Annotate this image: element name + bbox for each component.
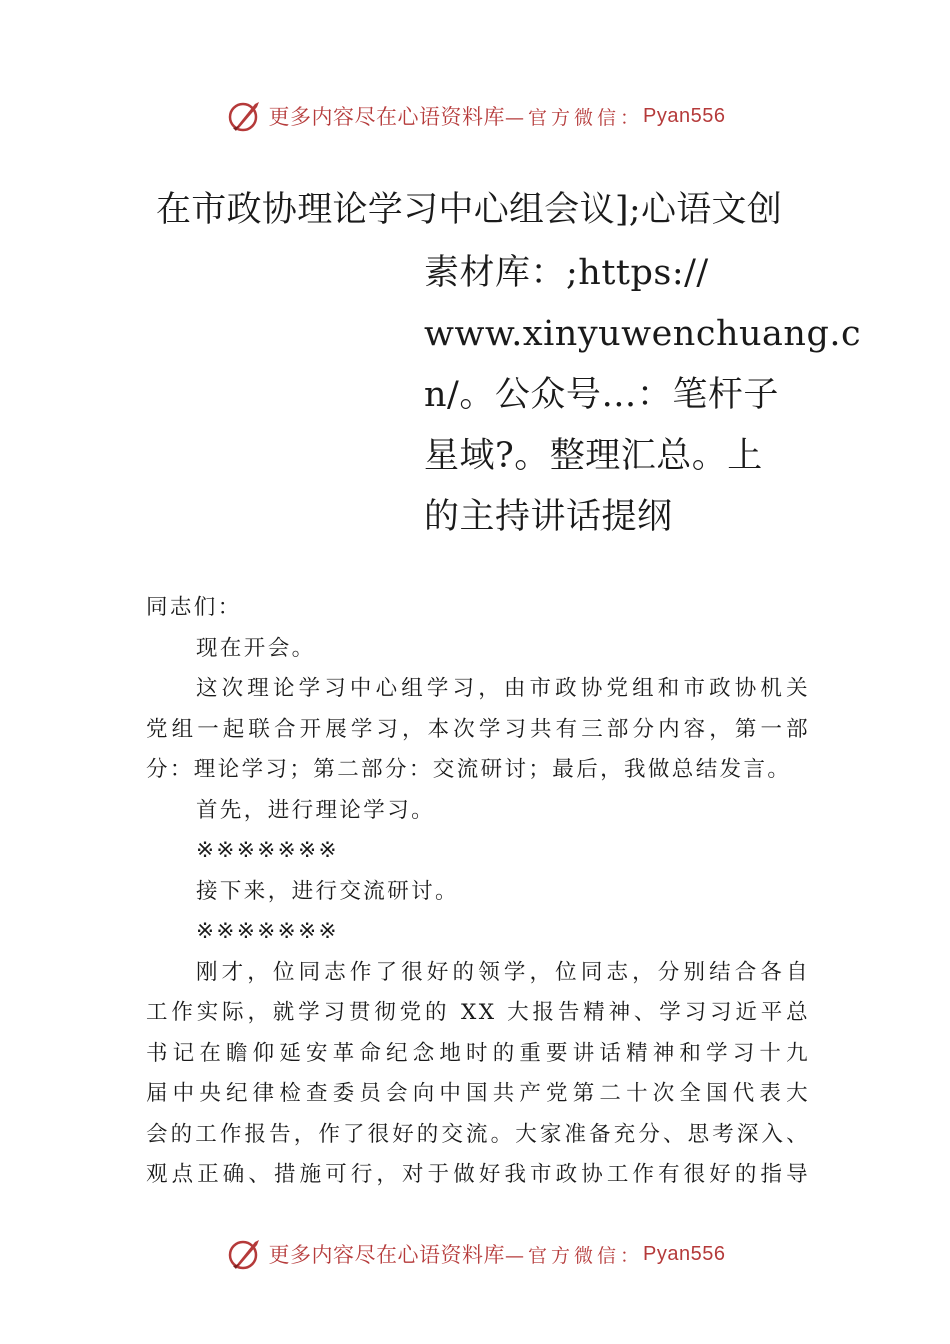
banner-wechat-id: Pyan556 — [643, 1242, 726, 1265]
banner-wechat-label: —官方微信： — [505, 1244, 644, 1267]
paragraph-line: 这次理论学习中心组学习，由市政协党组和市政协机关 — [196, 676, 810, 701]
greeting: 同志们： — [146, 595, 242, 620]
banner-wechat-id: Pyan556 — [643, 104, 726, 127]
doc-title-continued — [424, 243, 862, 548]
paragraph: 首先，进行理论学习。 — [196, 797, 436, 823]
paragraph: 现在开会。 — [196, 635, 316, 661]
paragraph-line: 会的工作报告，作了很好的交流。大家准备充分、思考深入、 — [146, 1121, 810, 1147]
paragraph-line: 届中央纪律检查委员会向中国共产党第二十次全国代表大 — [146, 1081, 810, 1106]
quill-logo-icon — [225, 96, 265, 136]
separator-marks: ※※※※※※※ — [196, 919, 339, 944]
paragraph: 接下来，进行交流研讨。 — [196, 878, 459, 904]
doc-title-line-5: 星域?。整理汇总。上 — [424, 436, 763, 476]
doc-title-line-1: 在市政协理论学习中心组会议];心语文创 — [156, 190, 783, 230]
quill-logo-icon — [225, 1234, 265, 1274]
doc-title-line-3: www.xinyuwenchuang.c — [424, 314, 862, 354]
doc-title-line-2: 素材库：;https:// — [424, 253, 709, 293]
paragraph-line: 党组一起联合开展学习，本次学习共有三部分内容，第一部 — [146, 716, 810, 742]
paragraph-line: 工作实际，就学习贯彻党的 XX 大报告精神、学习习近平总 — [146, 1000, 810, 1025]
doc-title-line-6: 的主持讲话提纲 — [424, 497, 673, 537]
paragraph-line: 刚才，位同志作了很好的领学，位同志，分别结合各自 — [196, 959, 810, 985]
paragraph-line: 书记在瞻仰延安革命纪念地时的重要讲话精神和学习十九 — [146, 1040, 810, 1066]
doc-title-line-4: n/。公众号…：笔杆子 — [424, 375, 779, 415]
footer-banner — [0, 1234, 950, 1274]
paragraph-line: 分：理论学习；第二部分：交流研讨；最后，我做总结发言。 — [146, 757, 792, 782]
doc-body — [146, 588, 810, 1196]
banner-text: 更多内容尽在心语资料库 — [268, 105, 505, 129]
header-banner — [0, 96, 950, 136]
banner-text: 更多内容尽在心语资料库 — [268, 1243, 505, 1267]
banner-wechat-label: —官方微信： — [505, 106, 644, 129]
separator-marks: ※※※※※※※ — [196, 838, 339, 863]
paragraph-line: 观点正确、措施可行，对于做好我市政协工作有很好的指导 — [146, 1162, 810, 1187]
